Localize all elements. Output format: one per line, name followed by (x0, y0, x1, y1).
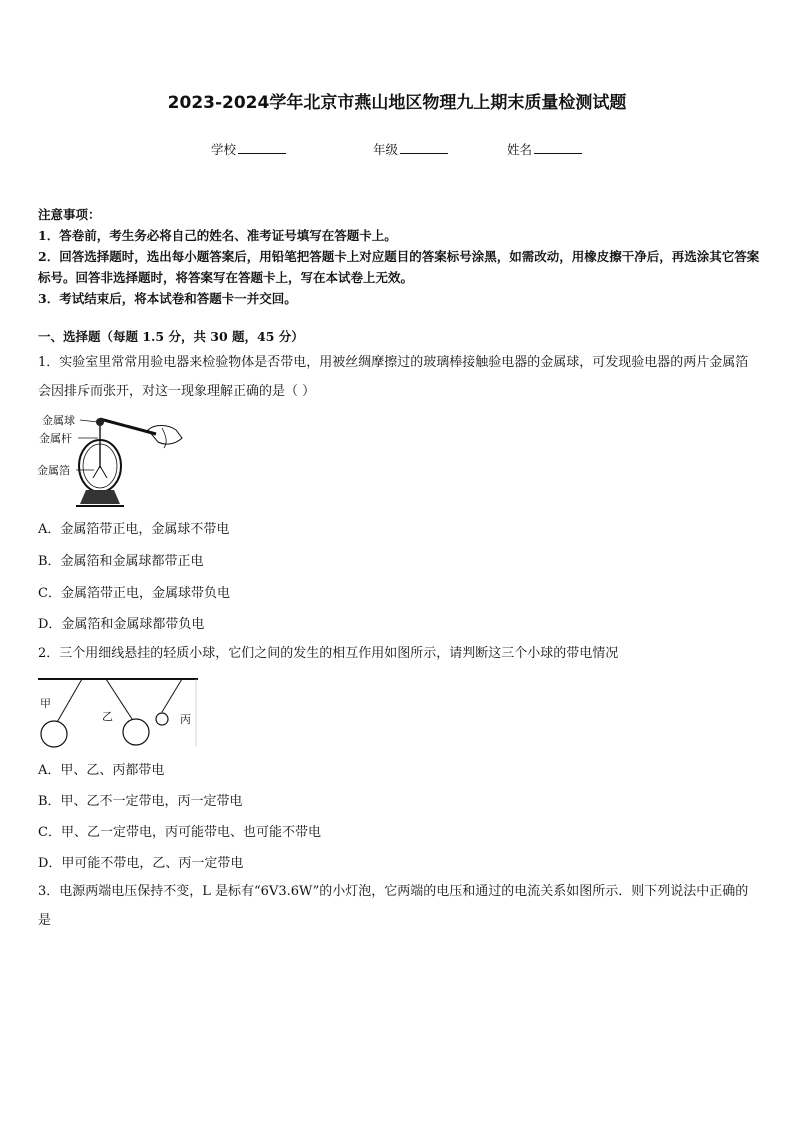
page-title: 2023-2024学年北京市燕山地区物理九上期末质量检测试题 (167, 93, 627, 113)
label-ball-yi: 乙 (102, 710, 113, 723)
question-2-option-d: D．甲可能不带电，乙、丙一定带电 (38, 856, 244, 871)
label-ball-bing: 丙 (180, 713, 191, 726)
question-1-option-b: B．金属箔和金属球都带正电 (38, 554, 204, 569)
name-field (507, 140, 582, 158)
school-label: 学校 (211, 142, 237, 157)
name-label: 姓名 (507, 142, 533, 157)
label-ball-jia: 甲 (40, 697, 51, 710)
electroscope-figure (36, 408, 186, 510)
grade-label: 年级 (373, 142, 399, 157)
note-item: 1．答卷前，考生务必将自己的姓名、准考证号填写在答题卡上。 (38, 228, 397, 243)
grade-field (373, 140, 448, 158)
suspended-balls-figure (36, 674, 204, 750)
label-metal-foil: 金属箔 (37, 464, 70, 477)
notes-block (38, 204, 760, 309)
school-blank (238, 141, 286, 154)
question-1-option-a: A．金属箔带正电，金属球不带电 (38, 522, 230, 537)
question-1-stem: 1．实验室里常常用验电器来检验物体是否带电，用被丝绸摩擦过的玻璃棒接触验电器的金属球，可发现验电器的两片金属箔会因排斥而张开，对这一现象理解正确的是（ ） (38, 355, 749, 399)
note-item: 2．回答选择题时，选出每小题答案后，用铅笔把答题卡上对应题目的答案标号涂黑，如需改动，用橡皮擦干净后，再选涂其它答案标号。回答非选择题时，将答案写在答题卡上，写在本试卷上无效。 (38, 249, 760, 285)
notes-heading: 注意事项： (38, 207, 101, 222)
grade-blank (400, 141, 448, 154)
question-2-option-b: B．甲、乙不一定带电，丙一定带电 (38, 794, 243, 809)
name-blank (534, 141, 582, 154)
section-heading: 一、选择题（每题 1.5 分，共 30 题，45 分） (38, 329, 304, 344)
label-metal-rod: 金属杆 (39, 432, 72, 445)
question-2-option-a: A．甲、乙、丙都带电 (38, 763, 165, 778)
question-1-option-c: C．金属箔带正电，金属球带负电 (38, 586, 230, 601)
question-2-option-c: C．甲、乙一定带电，丙可能带电、也可能不带电 (38, 825, 321, 840)
question-3-stem: 3．电源两端电压保持不变，L 是标有“6V3.6W”的小灯泡，它两端的电压和通过的电流关系如图所示．则下列说法中正确的是 (38, 884, 749, 928)
note-item: 3．考试结束后，将本试卷和答题卡一并交回。 (38, 291, 297, 306)
label-metal-ball: 金属球 (42, 414, 75, 427)
question-2-stem: 2．三个用细线悬挂的轻质小球，它们之间的发生的相互作用如图所示，请判断这三个小球的带电情况 (38, 646, 619, 661)
school-field (211, 140, 286, 158)
question-1-option-d: D．金属箔和金属球都带负电 (38, 617, 205, 632)
